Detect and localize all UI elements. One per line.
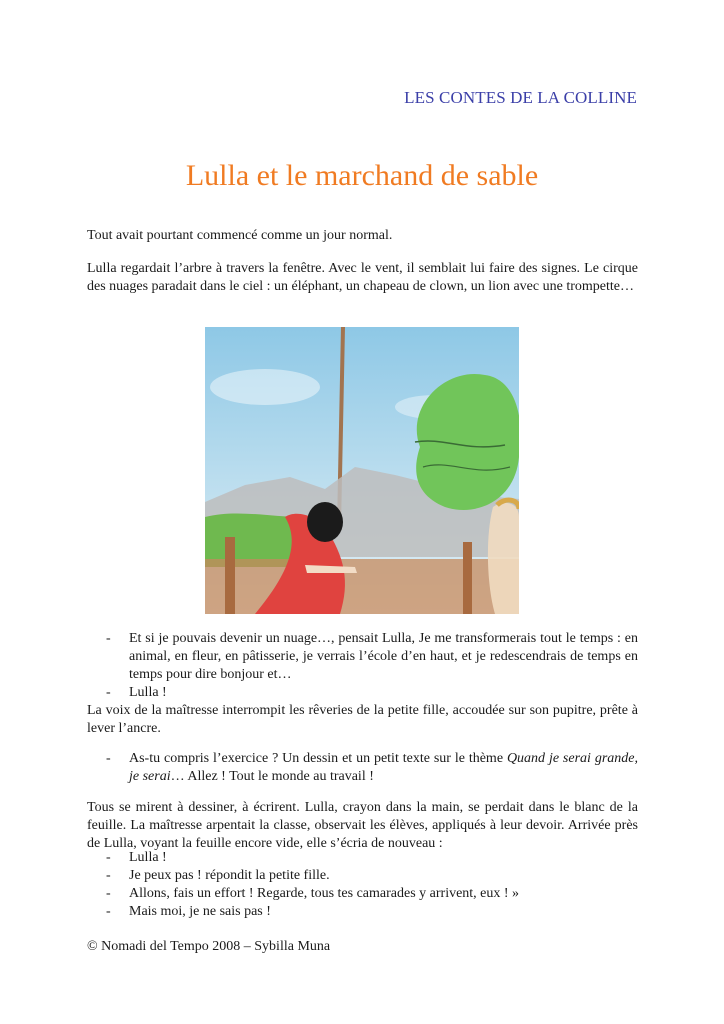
dialogue-dash: -	[106, 751, 111, 766]
dialogue-line	[87, 903, 638, 921]
dialogue-dash: -	[106, 904, 111, 919]
dialogue-text: Mais moi, je ne sais pas !	[129, 904, 271, 919]
dialogue-text: Et si je pouvais devenir un nuage…, pensait Lulla, Je me transformerais tout le temps : en animal, en fleur, en pâtisserie, je verrais l’école d’en haut, et je redescendrais de temps en temps pour dire bonjour et…	[129, 631, 638, 682]
dialogue-text-before: As-tu compris l’exercice ? Un dessin et un petit texte sur le thème	[129, 751, 507, 766]
dialogue-line	[87, 630, 638, 684]
dialogue-line	[87, 684, 638, 702]
paragraph-drawing: Tous se mirent à dessiner, à écrirent. Lulla, crayon dans la main, se perdait dans le blanc de la feuille. La maîtresse arpentait la classe, observait les élèves, appliqués à leur devoir. Arrivée près de Lulla, voyant la feuille encore vide, elle s’écria de nouveau :	[87, 800, 638, 851]
dialogue-text: Lulla !	[129, 850, 167, 865]
dialogue-block-3	[87, 849, 638, 921]
window-post	[225, 537, 235, 614]
story-title: Lulla et le marchand de sable	[185, 159, 539, 192]
tree-foliage	[416, 374, 519, 510]
dialogue-text: Allons, fais un effort ! Regarde, tous tes camarades y arrivent, eux ! »	[129, 886, 520, 901]
dialogue-dash: -	[106, 631, 111, 646]
dialogue-text: Je peux pas ! répondit la petite fille.	[129, 868, 330, 883]
dialogue-dash: -	[106, 685, 111, 700]
cloud	[210, 369, 320, 405]
copyright-footer: © Nomadi del Tempo 2008 – Sybilla Muna	[87, 939, 331, 954]
dialogue-dash: -	[106, 850, 111, 865]
dialogue-line	[87, 849, 638, 867]
dialogue-block-1	[87, 630, 638, 702]
dialogue-line	[87, 750, 638, 786]
dialogue-text-after: … Allez ! Tout le monde au travail !	[170, 769, 374, 784]
dialogue-dash: -	[106, 868, 111, 883]
girl-hair	[307, 502, 343, 542]
dialogue-dash: -	[106, 886, 111, 901]
window-post	[463, 542, 472, 614]
paragraph-window: Lulla regardait l’arbre à travers la fenêtre. Avec le vent, il semblait lui faire des signes. Le cirque des nuages paradait dans le ciel : un éléphant, un chapeau de clown, un lion avec une trompette…	[87, 261, 638, 294]
dialogue-text: Lulla !	[129, 685, 167, 700]
paragraph-opening: Tout avait pourtant commencé comme un jour normal.	[87, 228, 393, 243]
illustration-image	[205, 327, 519, 614]
series-header: LES CONTES DE LA COLLINE	[404, 88, 637, 107]
second-child	[488, 503, 519, 614]
dialogue-line	[87, 867, 638, 885]
dialogue-theme-italic: Quand je serai grande, je serai	[129, 751, 638, 784]
paragraph-teacher-voice: La voix de la maîtresse interrompit les rêveries de la petite fille, accoudée sur son pupitre, prête à lever l’ancre.	[87, 703, 638, 736]
dialogue-line	[87, 885, 638, 903]
dialogue-block-2	[87, 750, 638, 786]
